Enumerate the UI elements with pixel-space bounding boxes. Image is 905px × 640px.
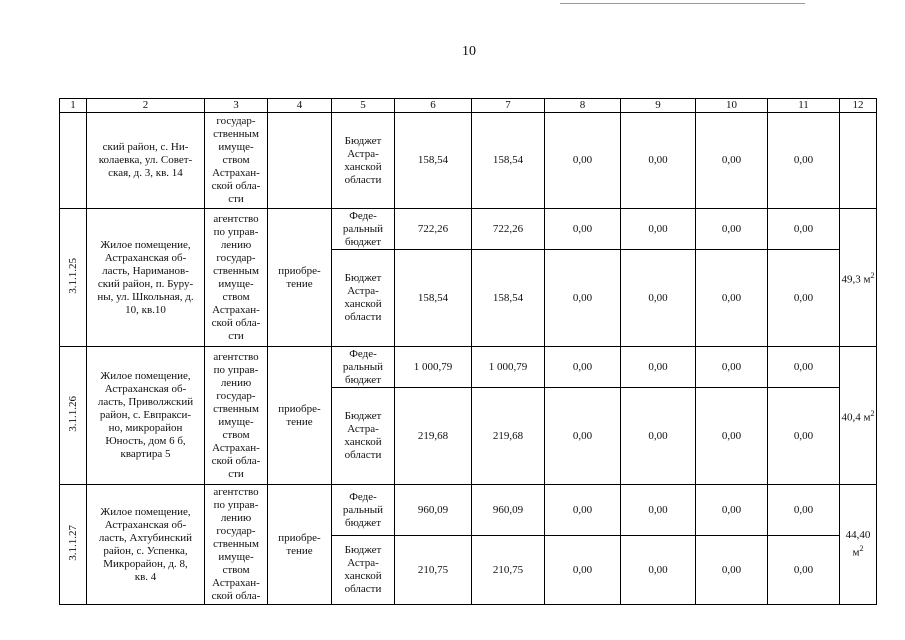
header-cell: 6 bbox=[395, 99, 472, 113]
value-cell: 0,00 bbox=[545, 250, 621, 347]
header-cell: 5 bbox=[332, 99, 395, 113]
page-number: 10 bbox=[462, 44, 476, 59]
area-cell: 49,3 $м^2$ bbox=[840, 209, 877, 347]
value-cell: 0,00 bbox=[768, 250, 840, 347]
value-cell: 0,00 bbox=[768, 485, 840, 536]
area-cell: 44,40 $м^2$ bbox=[840, 485, 877, 605]
area-cell bbox=[840, 113, 877, 209]
value-cell: 0,00 bbox=[768, 347, 840, 388]
table-row bbox=[60, 347, 877, 388]
value-cell: 158,54 bbox=[395, 250, 472, 347]
top-rule bbox=[560, 3, 805, 4]
value-cell: 0,00 bbox=[768, 536, 840, 605]
value-cell: 0,00 bbox=[768, 113, 840, 209]
area-cell: 40,4 $м^2$ bbox=[840, 347, 877, 485]
value-cell: 0,00 bbox=[696, 485, 768, 536]
data-table bbox=[59, 98, 877, 605]
value-cell: 0,00 bbox=[696, 113, 768, 209]
header-cell: 1 bbox=[60, 99, 87, 113]
value-cell: 0,00 bbox=[621, 485, 696, 536]
value-cell: 158,54 bbox=[472, 113, 545, 209]
value-cell: 1 000,79 bbox=[395, 347, 472, 388]
value-cell: 0,00 bbox=[621, 250, 696, 347]
value-cell: 0,00 bbox=[621, 113, 696, 209]
code-cell bbox=[60, 485, 87, 605]
value-cell: 0,00 bbox=[545, 536, 621, 605]
value-cell: 0,00 bbox=[545, 209, 621, 250]
source-cell: Бюджет Астра- ханской области bbox=[332, 250, 395, 347]
value-cell: 960,09 bbox=[472, 485, 545, 536]
header-cell: 9 bbox=[621, 99, 696, 113]
table-row bbox=[60, 485, 877, 536]
value-cell: 210,75 bbox=[395, 536, 472, 605]
header-cell: 8 bbox=[545, 99, 621, 113]
source-cell: Феде- ральный бюджет bbox=[332, 209, 395, 250]
code-cell bbox=[60, 209, 87, 347]
header-cell: 2 bbox=[87, 99, 205, 113]
value-cell: 0,00 bbox=[545, 485, 621, 536]
header-cell: 12 bbox=[840, 99, 877, 113]
header-row bbox=[60, 99, 877, 113]
item-code: 3.1.1.26 bbox=[66, 395, 79, 432]
value-cell: 0,00 bbox=[696, 250, 768, 347]
agency-cell: агентство по управ- лению государ- ственным имуще- ством Астрахан- ской обла- bbox=[205, 485, 268, 605]
source-cell: Феде- ральный бюджет bbox=[332, 485, 395, 536]
address-cell: Жилое помещение, Астраханская об- ласть, Приволжский район, с. Евпракси- но, микрорайон Юность, дом 6 б, квартира 5 bbox=[87, 347, 205, 485]
value-cell: 0,00 bbox=[621, 347, 696, 388]
area-unit-superscript: 2 bbox=[859, 544, 864, 554]
value-cell: 158,54 bbox=[395, 113, 472, 209]
area-unit-superscript: 2 bbox=[870, 408, 875, 418]
value-cell: 0,00 bbox=[696, 347, 768, 388]
value-cell: 722,26 bbox=[472, 209, 545, 250]
value-cell: 0,00 bbox=[768, 209, 840, 250]
item-code: 3.1.1.25 bbox=[66, 257, 79, 294]
address-cell: Жилое помещение, Астраханская об- ласть, Ахтубинский район, с. Успенка, Микрорайон, д. 8, кв. 4 bbox=[87, 485, 205, 605]
value-cell: 0,00 bbox=[545, 347, 621, 388]
header-cell: 11 bbox=[768, 99, 840, 113]
item-code: 3.1.1.27 bbox=[66, 524, 79, 561]
action-cell: приобре- тение bbox=[268, 209, 332, 347]
header-cell: 7 bbox=[472, 99, 545, 113]
table-row bbox=[60, 209, 877, 250]
value-cell: 0,00 bbox=[621, 209, 696, 250]
agency-cell: агентство по управ- лению государ- ственным имуще- ством Астрахан- ской обла- сти bbox=[205, 347, 268, 485]
header-cell: 3 bbox=[205, 99, 268, 113]
address-cell: Жилое помещение, Астраханская об- ласть, Нариманов- ский район, п. Буру- ны, ул. Школьная, д. 10, кв.10 bbox=[87, 209, 205, 347]
address-cell: ский район, с. Ни- колаевка, ул. Совет- ская, д. 3, кв. 14 bbox=[87, 113, 205, 209]
source-cell: Бюджет Астра- ханской области bbox=[332, 536, 395, 605]
value-cell: 210,75 bbox=[472, 536, 545, 605]
value-cell: 0,00 bbox=[621, 536, 696, 605]
value-cell: 0,00 bbox=[768, 388, 840, 485]
source-cell: Феде- ральный бюджет bbox=[332, 347, 395, 388]
source-cell: Бюджет Астра- ханской области bbox=[332, 113, 395, 209]
header-cell: 10 bbox=[696, 99, 768, 113]
table-row bbox=[60, 113, 877, 209]
source-cell: Бюджет Астра- ханской области bbox=[332, 388, 395, 485]
code-cell bbox=[60, 347, 87, 485]
value-cell: 0,00 bbox=[696, 209, 768, 250]
value-cell: 960,09 bbox=[395, 485, 472, 536]
action-cell: приобре- тение bbox=[268, 347, 332, 485]
code-cell bbox=[60, 113, 87, 209]
value-cell: 158,54 bbox=[472, 250, 545, 347]
action-cell bbox=[268, 113, 332, 209]
value-cell: 722,26 bbox=[395, 209, 472, 250]
value-cell: 0,00 bbox=[621, 388, 696, 485]
header-cell: 4 bbox=[268, 99, 332, 113]
action-cell: приобре- тение bbox=[268, 485, 332, 605]
agency-cell: государ- ственным имуще- ством Астрахан- ской обла- сти bbox=[205, 113, 268, 209]
value-cell: 0,00 bbox=[696, 536, 768, 605]
area-unit-superscript: 2 bbox=[870, 270, 875, 280]
value-cell: 219,68 bbox=[395, 388, 472, 485]
value-cell: 1 000,79 bbox=[472, 347, 545, 388]
value-cell: 219,68 bbox=[472, 388, 545, 485]
value-cell: 0,00 bbox=[696, 388, 768, 485]
value-cell: 0,00 bbox=[545, 113, 621, 209]
value-cell: 0,00 bbox=[545, 388, 621, 485]
agency-cell: агентство по управ- лению государ- ственным имуще- ством Астрахан- ской обла- сти bbox=[205, 209, 268, 347]
